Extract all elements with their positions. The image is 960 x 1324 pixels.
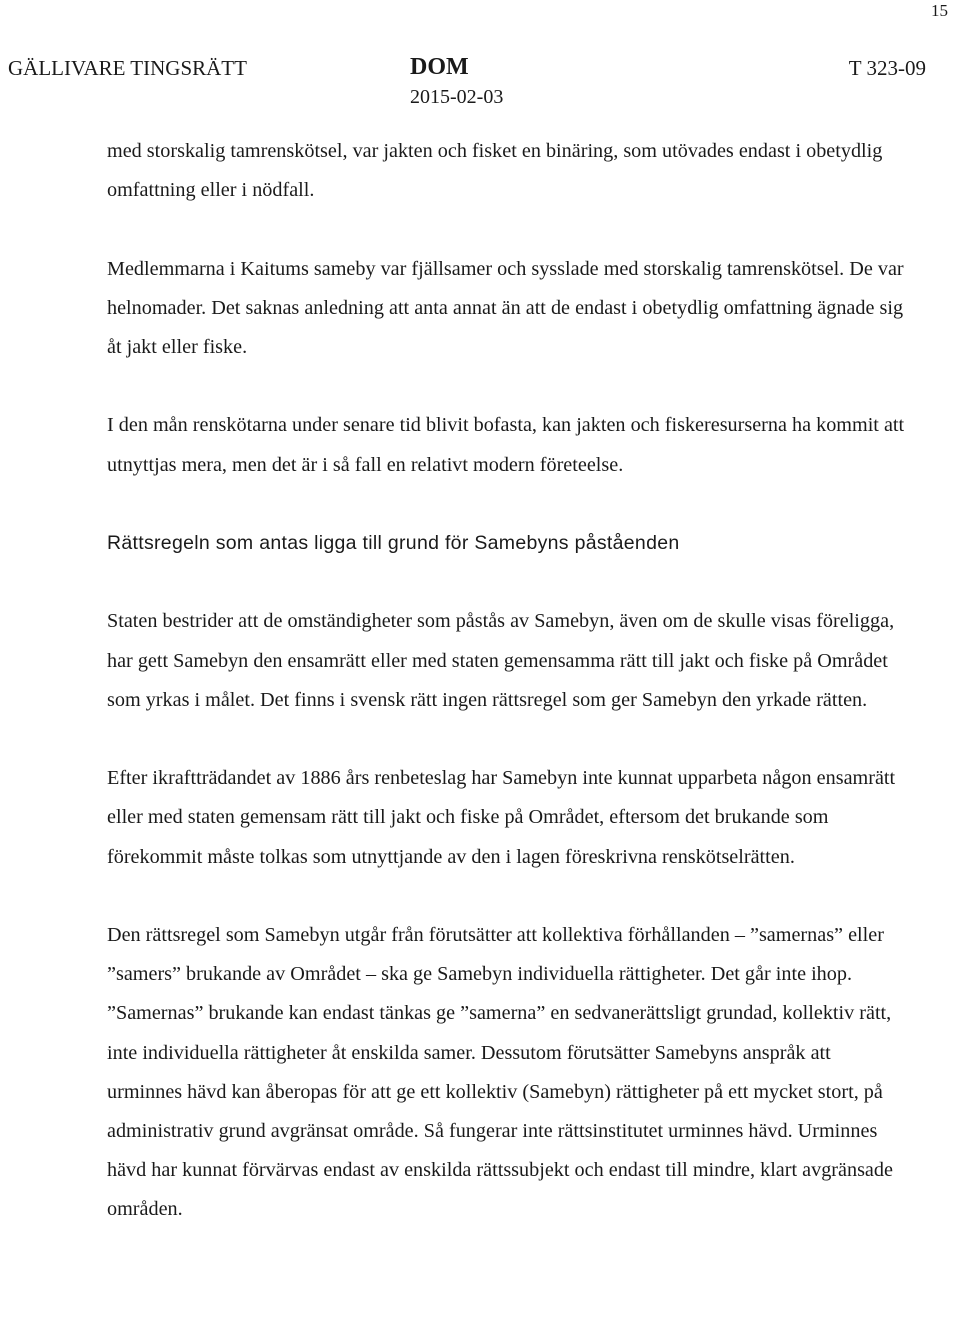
document-type: DOM xyxy=(410,54,469,80)
paragraph: I den mån renskötarna under senare tid blivit bofasta, kan jakten och fiskeresurserna ha kommit att utnyttjas mera, men det är i så fall en relativt modern företeelse. xyxy=(107,414,905,476)
document-body xyxy=(107,132,907,1269)
paragraph: med storskalig tamrenskötsel, var jakten och fisket en binäring, som utövades endast i obetydlig omfattning eller i nödfall. xyxy=(107,140,883,202)
paragraph: Staten bestrider att de omständigheter som påstås av Samebyn, även om de skulle visas föreligga, har gett Samebyn den ensamrätt eller med staten gemensamma rätt till jakt och fiske på Området som yrkas i målet. Det finns i svensk rätt ingen rättsregel som ger Samebyn den yrkade rätten. xyxy=(107,610,895,711)
paragraph: Efter ikraftträdandet av 1886 års renbeteslag har Samebyn inte kunnat upparbeta någon ensamrätt eller med staten gemensam rätt till jakt och fiske på Området, eftersom det brukande som förekommit måste tolkas som utnyttjande av den i lagen föreskrivna renskötselrätten. xyxy=(107,767,896,868)
court-name: GÄLLIVARE TINGSRÄTT xyxy=(8,56,247,80)
paragraph: Den rättsregel som Samebyn utgår från förutsätter att kollektiva förhållanden – ”samernas” eller ”samers” brukande av Området – ska ge Samebyn individuella rättigheter. Det går inte ihop. ”Samernas” brukande kan endast tänkas ge ”samerna” en sedvanerättsligt grundad, kollektiv rätt, inte individuella rättigheter åt enskilda samer. Dessutom förutsätter Samebyns anspråk att urminnes hävd kan åberopas för att ge ett kollektiv (Samebyn) rättigheter på ett mycket stort, på administrativ grund avgränsat område. Så fungerar inte rättsinstitutet urminnes hävd. Urminnes hävd har kunnat förvärvas endast av enskilda rättssubjekt och endast till mindre, klart avgränsade områden. xyxy=(107,923,893,1221)
section-heading: Rättsregeln som antas ligga till grund för Samebyns påståenden xyxy=(107,531,680,554)
document-header xyxy=(0,56,960,116)
page-number: 15 xyxy=(931,1,948,20)
document-date: 2015-02-03 xyxy=(410,86,504,108)
case-number: T 323-09 xyxy=(848,56,926,80)
paragraph: Medlemmarna i Kaitums sameby var fjällsamer och sysslade med storskalig tamrenskötsel. De var helnomader. Det saknas anledning att anta annat än att de endast i obetydlig omfattning ägnade sig åt jakt eller fiske. xyxy=(107,257,904,358)
